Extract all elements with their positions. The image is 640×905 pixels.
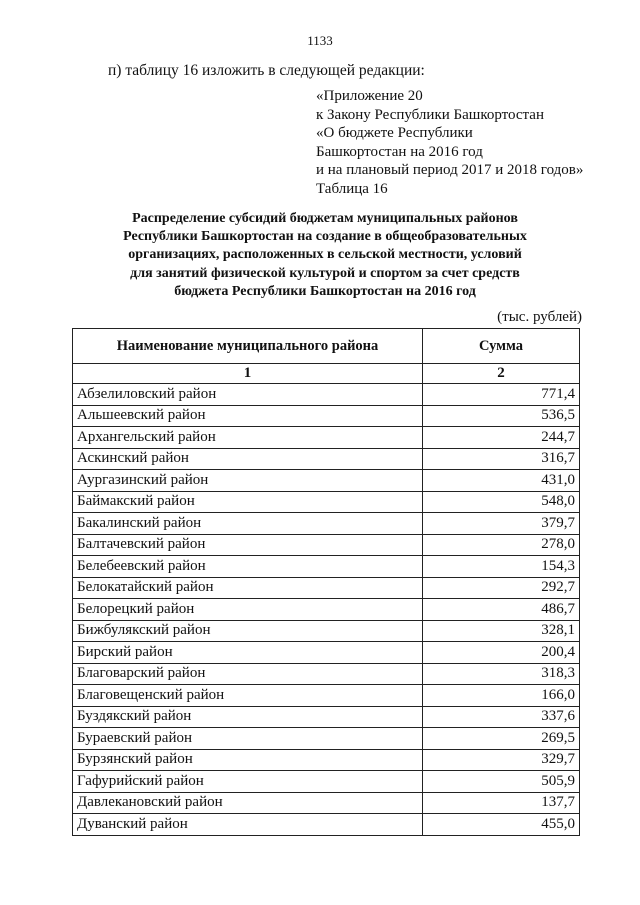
district-name-cell: Благовещенский район: [73, 685, 423, 707]
table-row: [73, 448, 580, 470]
title-line: организациях, расположенных в сельской местности, условий: [128, 247, 522, 263]
amount-cell: 431,0: [423, 470, 580, 492]
district-name-cell: Давлекановский район: [73, 792, 423, 814]
amount-cell: 337,6: [423, 706, 580, 728]
table-header-row: [73, 329, 580, 364]
district-name-cell: Аургазинский район: [73, 470, 423, 492]
units-label: (тыс. рублей): [497, 309, 582, 325]
appendix-line: «Приложение 20: [316, 88, 423, 104]
column-number-row: [73, 364, 580, 384]
amount-cell: 548,0: [423, 491, 580, 513]
amount-cell: 505,9: [423, 771, 580, 793]
district-name-cell: Бирский район: [73, 642, 423, 664]
amount-cell: 771,4: [423, 384, 580, 406]
amount-cell: 536,5: [423, 405, 580, 427]
table-row: [73, 491, 580, 513]
district-name-cell: Абзелиловский район: [73, 384, 423, 406]
table-row: [73, 749, 580, 771]
table-row: [73, 577, 580, 599]
appendix-reference: [316, 87, 583, 199]
title-line: для занятий физической культурой и спортом за счет средств: [130, 265, 520, 281]
table-row: [73, 470, 580, 492]
appendix-line: Башкортостан на 2016 год: [316, 143, 483, 160]
amount-cell: 486,7: [423, 599, 580, 621]
header-amount: Сумма: [423, 329, 580, 364]
amount-cell: 244,7: [423, 427, 580, 449]
district-name-cell: Белокатайский район: [73, 577, 423, 599]
amount-cell: 154,3: [423, 556, 580, 578]
table-row: [73, 642, 580, 664]
district-name-cell: Бижбулякский район: [73, 620, 423, 642]
amount-cell: 200,4: [423, 642, 580, 664]
district-name-cell: Гафурийский район: [73, 771, 423, 793]
table-row: [73, 534, 580, 556]
appendix-line: к Закону Республики Башкортостан: [316, 106, 544, 123]
table-row: [73, 405, 580, 427]
district-name-cell: Бурзянский район: [73, 749, 423, 771]
district-name-cell: Баймакский район: [73, 491, 423, 513]
table-row: [73, 792, 580, 814]
table-row: [73, 513, 580, 535]
column-number: 1: [73, 364, 423, 384]
table-row: [73, 556, 580, 578]
appendix-line: и на плановый период 2017 и 2018 годов»: [316, 162, 584, 179]
title-line: Республики Башкортостан на создание в общеобразовательных: [123, 229, 527, 245]
amount-cell: 137,7: [423, 792, 580, 814]
amount-cell: 328,1: [423, 620, 580, 642]
appendix-line: «О бюджете Республики: [316, 125, 473, 142]
header-district-name: Наименование муниципального района: [73, 329, 423, 364]
district-name-cell: Альшеевский район: [73, 405, 423, 427]
amount-cell: 292,7: [423, 577, 580, 599]
table-row: [73, 620, 580, 642]
column-number: 2: [423, 364, 580, 384]
district-name-cell: Балтачевский район: [73, 534, 423, 556]
table-row: [73, 706, 580, 728]
title-line: бюджета Республики Башкортостан на 2016 год: [174, 283, 476, 299]
district-name-cell: Архангельский район: [73, 427, 423, 449]
table-row: [73, 771, 580, 793]
title-line: Распределение субсидий бюджетам муниципальных районов: [132, 211, 518, 226]
table-row: [73, 427, 580, 449]
table-row: [73, 599, 580, 621]
amount-cell: 278,0: [423, 534, 580, 556]
district-name-cell: Дуванский район: [73, 814, 423, 836]
table-row: [73, 685, 580, 707]
intro-line: п) таблицу 16 изложить в следующей редакции:: [108, 62, 425, 79]
document-title: [60, 210, 590, 301]
table-row: [73, 663, 580, 685]
amount-cell: 379,7: [423, 513, 580, 535]
amount-cell: 316,7: [423, 448, 580, 470]
table-row: [73, 814, 580, 836]
district-name-cell: Аскинский район: [73, 448, 423, 470]
page-number: 1133: [307, 33, 333, 48]
district-name-cell: Белебеевский район: [73, 556, 423, 578]
appendix-line: Таблица 16: [316, 180, 388, 197]
district-name-cell: Бураевский район: [73, 728, 423, 750]
district-name-cell: Белорецкий район: [73, 599, 423, 621]
amount-cell: 455,0: [423, 814, 580, 836]
table-row: [73, 384, 580, 406]
district-name-cell: Благоварский район: [73, 663, 423, 685]
amount-cell: 166,0: [423, 685, 580, 707]
amount-cell: 329,7: [423, 749, 580, 771]
subsidy-table: [72, 328, 580, 836]
table-row: [73, 728, 580, 750]
district-name-cell: Бакалинский район: [73, 513, 423, 535]
amount-cell: 318,3: [423, 663, 580, 685]
district-name-cell: Буздякский район: [73, 706, 423, 728]
amount-cell: 269,5: [423, 728, 580, 750]
